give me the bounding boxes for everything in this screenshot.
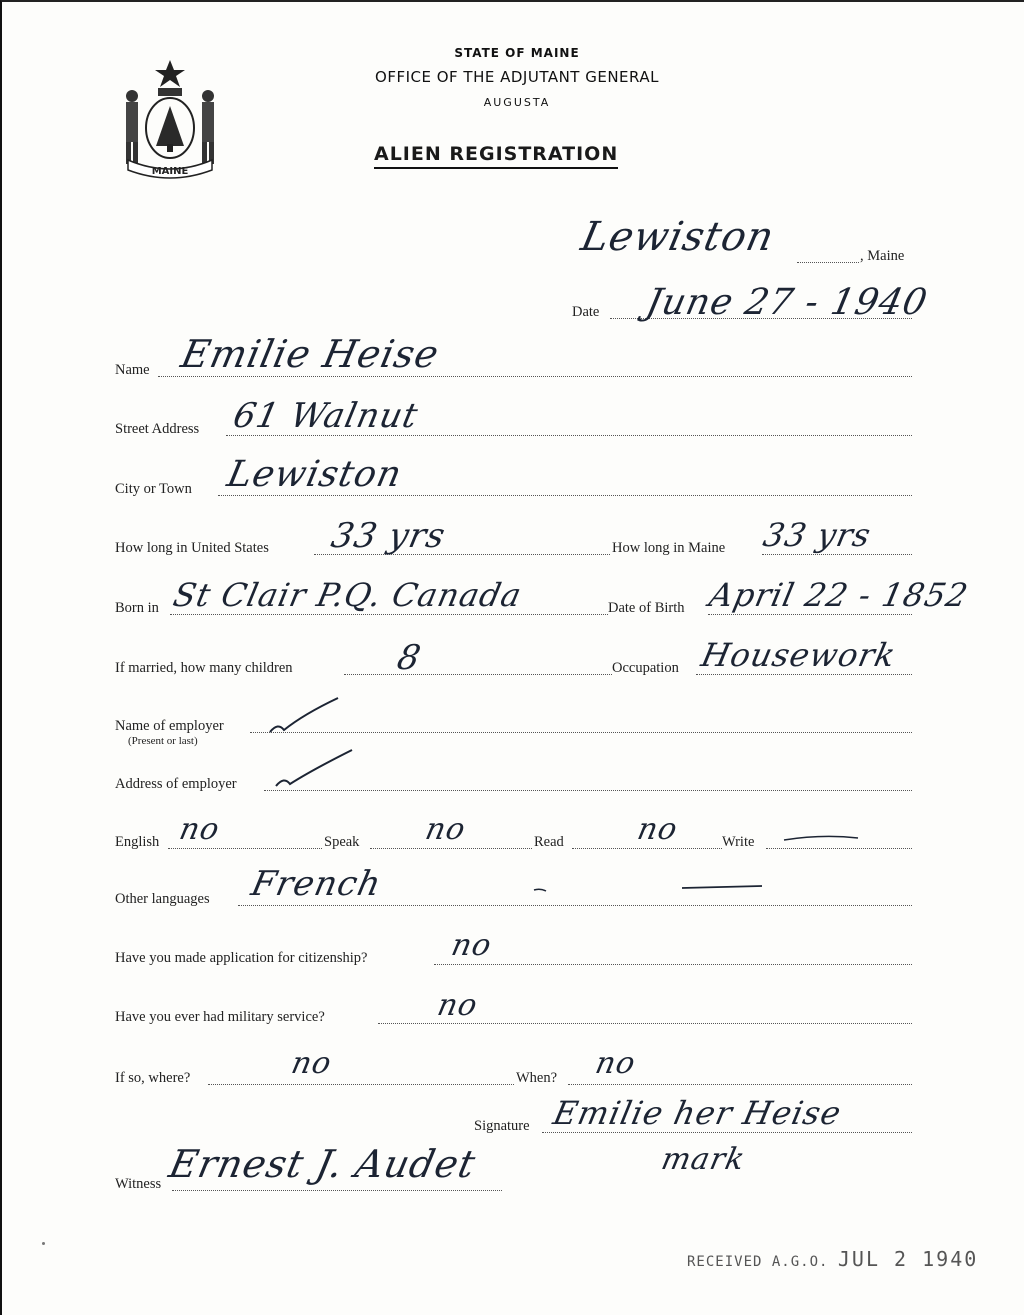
how-long-maine-value: 33 yrs (759, 516, 875, 554)
how-long-us-value: 33 yrs (327, 516, 450, 556)
state-heading: STATE OF MAINE (454, 46, 580, 60)
signature-line (542, 1132, 912, 1133)
citizenship-value: no (448, 928, 496, 963)
name-value: Emilie Heise (177, 332, 444, 376)
witness-label: Witness (115, 1176, 162, 1192)
military-value: no (434, 988, 482, 1023)
occupation-label: Occupation (612, 660, 679, 676)
when-label: When? (516, 1070, 558, 1086)
town-value: Lewiston (577, 214, 779, 260)
how-long-us-label: How long in United States (115, 540, 269, 556)
date-of-birth-label: Date of Birth (608, 600, 685, 616)
received-stamp (687, 1247, 978, 1271)
employer-name-label: Name of employer (115, 718, 224, 734)
read-line (572, 848, 722, 849)
date-value: June 27 - 1940 (642, 282, 932, 323)
signature-label: Signature (474, 1118, 530, 1134)
town-line (797, 262, 859, 263)
received-stamp-date: JUL 2 1940 (837, 1247, 979, 1271)
employer-name-line (250, 732, 912, 733)
how-long-maine-label: How long in Maine (612, 540, 726, 556)
occupation-value: Housework (697, 636, 900, 674)
office-heading: OFFICE OF THE ADJUTANT GENERAL (375, 68, 659, 86)
born-in-line (170, 614, 608, 615)
children-line (344, 674, 612, 675)
employer-name-sublabel: (Present or last) (128, 735, 198, 747)
read-value: no (634, 812, 682, 847)
street-address-value: 61 Walnut (229, 396, 422, 436)
write-line (766, 848, 912, 849)
employer-address-label: Address of employer (115, 776, 237, 792)
english-value: no (176, 812, 224, 847)
where-label: If so, where? (115, 1070, 191, 1086)
citizenship-line (434, 964, 912, 965)
when-value: no (592, 1046, 640, 1081)
other-languages-label: Other languages (115, 891, 210, 907)
employer-address-dash-mark (272, 748, 356, 794)
name-label: Name (115, 362, 150, 378)
maine-label: , Maine (860, 248, 905, 264)
occupation-line (696, 674, 912, 675)
speak-line (370, 848, 532, 849)
date-of-birth-line (708, 614, 912, 615)
english-label: English (115, 834, 160, 850)
english-line (168, 848, 322, 849)
citizenship-label: Have you made application for citizenship? (115, 950, 368, 966)
read-label: Read (534, 834, 564, 850)
street-address-label: Street Address (115, 421, 200, 437)
signature-value: Emilie her Heise (549, 1094, 846, 1132)
when-line (568, 1084, 912, 1085)
city-label: City or Town (115, 481, 192, 497)
employer-address-line (264, 790, 912, 791)
city-heading: AUGUSTA (483, 96, 551, 109)
where-value: no (288, 1046, 336, 1081)
children-value: 8 (393, 638, 425, 678)
speak-label: Speak (324, 834, 360, 850)
witness-value: Ernest J. Audet (165, 1142, 480, 1186)
write-dash-mark (782, 830, 862, 846)
military-label: Have you ever had military service? (115, 1009, 325, 1025)
write-label: Write (722, 834, 755, 850)
witness-line (172, 1190, 502, 1191)
received-stamp-prefix: RECEIVED A.G.O. (687, 1254, 829, 1270)
date-label: Date (572, 304, 600, 320)
name-line (158, 376, 912, 377)
svg-text:MAINE: MAINE (151, 166, 189, 177)
date-of-birth-value: April 22 - 1852 (705, 576, 972, 614)
military-line (378, 1023, 912, 1024)
born-in-label: Born in (115, 600, 159, 616)
speak-value: no (422, 812, 470, 847)
children-label: If married, how many children (115, 660, 293, 676)
other-languages-dash-marks (532, 882, 792, 898)
where-line (208, 1084, 514, 1085)
city-line (218, 495, 912, 496)
signature-mark: mark (658, 1142, 749, 1177)
other-languages-value: French (247, 864, 386, 904)
employer-name-dash-mark (264, 694, 344, 740)
born-in-value: St Clair P.Q. Canada (169, 576, 526, 614)
paper-speck (42, 1242, 45, 1245)
how-long-maine-line (762, 554, 912, 555)
form-title: ALIEN REGISTRATION (374, 143, 618, 169)
state-seal-icon (114, 54, 226, 182)
other-languages-line (238, 905, 912, 906)
city-value: Lewiston (223, 454, 406, 495)
